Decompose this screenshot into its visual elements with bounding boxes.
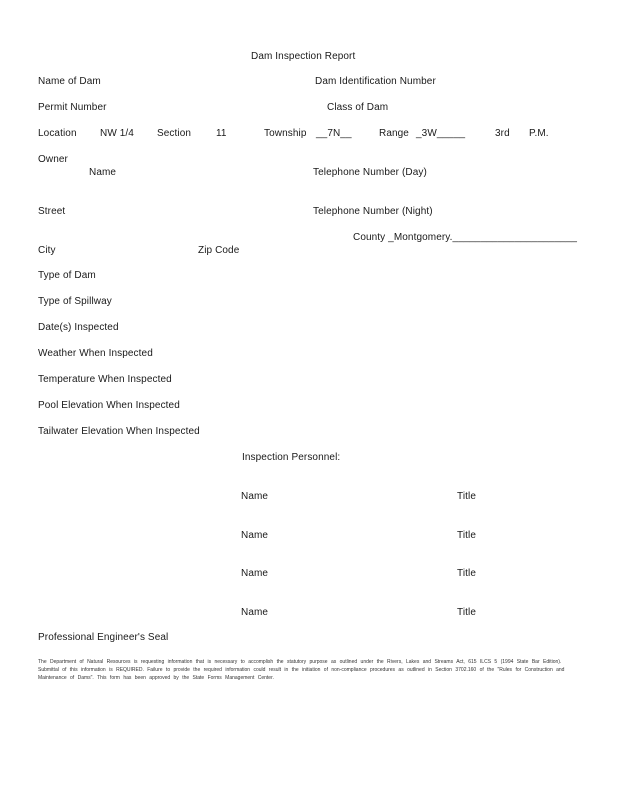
city-label: City [38,245,56,256]
personnel-name-label: Name [241,568,269,579]
section-value: 11 [216,128,227,139]
personnel-title-label: Title [457,607,477,618]
dam-id-label: Dam Identification Number [315,76,436,87]
location-label: Location [38,128,77,139]
section-label: Section [157,128,192,139]
owner-label: Owner [38,154,68,165]
class-of-dam-label: Class of Dam [327,102,389,113]
pm-label: P.M. [529,128,549,139]
weather-label: Weather When Inspected [38,348,153,359]
pool-elevation-label: Pool Elevation When Inspected [38,400,180,411]
personnel-name-label: Name [241,607,269,618]
personnel-name-label: Name [241,530,269,541]
name-of-dam-label: Name of Dam [38,76,101,87]
township-value: __7N__ [316,128,352,139]
dates-inspected-label: Date(s) Inspected [38,322,119,333]
meridian-value: 3rd [495,128,510,139]
personnel-title-label: Title [457,568,477,579]
township-label: Township [264,128,307,139]
tailwater-elevation-label: Tailwater Elevation When Inspected [38,426,200,437]
county-field: County _Montgomery.______________________ [353,232,578,243]
range-label: Range [379,128,409,139]
range-value: _3W_____ [416,128,466,139]
type-of-dam-label: Type of Dam [38,270,96,281]
street-label: Street [38,206,66,217]
permit-number-label: Permit Number [38,102,107,113]
page-title: Dam Inspection Report [251,51,356,62]
type-of-spillway-label: Type of Spillway [38,296,112,307]
disclaimer-text: The Department of Natural Resources is requesting information that is necessary to accomplish the statutory purpose as outlined under the Rivers, Lakes and Streams Act, 615 ILCS 5 (1994 State Bar Edition). Submittal of this information is REQUIRED. Failure to provide the required information could result in the initiation of non-compliance procedures as outlined in Section 3702.160 of the "Rules for Construction and Maintenance of Dams". This form has been approved by the State Forms Management Center. [38,659,565,681]
personnel-title-label: Title [457,491,477,502]
zip-code-label: Zip Code [198,245,240,256]
inspection-personnel-heading: Inspection Personnel: [242,452,341,463]
engineer-seal-label: Professional Engineer's Seal [38,632,169,643]
telephone-day-label: Telephone Number (Day) [313,167,427,178]
temperature-label: Temperature When Inspected [38,374,172,385]
owner-name-label: Name [89,167,117,178]
personnel-name-label: Name [241,491,269,502]
telephone-night-label: Telephone Number (Night) [313,206,433,217]
personnel-title-label: Title [457,530,477,541]
location-quarter: NW 1/4 [100,128,134,139]
